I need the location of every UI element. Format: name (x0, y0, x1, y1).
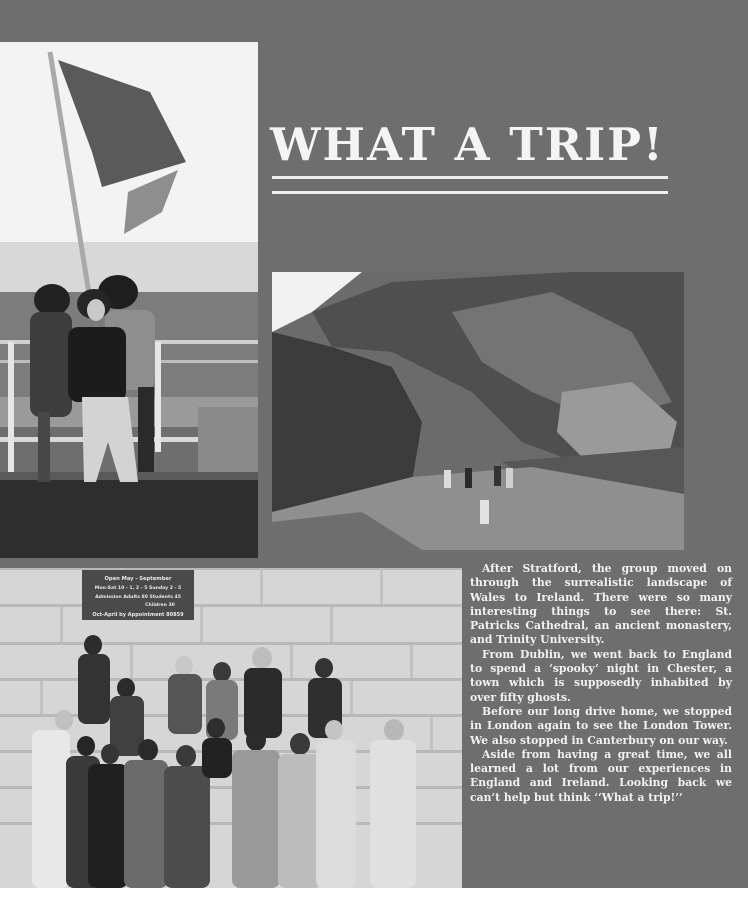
title-underline (272, 176, 668, 179)
cliff-image (272, 272, 684, 550)
story-paragraph-2: From Dublin, we went back to England to spend a ‘spooky’ night in Chester, a town which is supposedly inhabited by over fifty ghosts. (470, 647, 732, 704)
group-photo (0, 568, 462, 888)
coastal-cliff-photo (272, 272, 684, 550)
sign-line-2: Mon-Sat 10 - 1, 2 - 5 Sunday 2 - 5 (94, 586, 182, 591)
sign-line-1: Open May - September (104, 576, 172, 582)
sign-line-3: Admission Adults 80 Students 45 (95, 595, 181, 600)
bottom-margin (0, 888, 748, 902)
ferry-deck-photo (0, 42, 258, 558)
sign-line-4: Children 30 (145, 603, 175, 608)
story-paragraph-4: Aside from having a great time, we all learned a lot from our experiences in England and Ireland. Looking back we can’t help but think ‘‘What a trip!’’ (470, 747, 732, 804)
story-paragraph-3: Before our long drive home, we stopped in London again to see the London Tower. We also stopped in Canterbury on our way. (470, 704, 732, 747)
story-paragraph-1: After Stratford, the group moved on through the surrealistic landscape of Wales to Ireland. There were so many interesting things to see there: St. Patricks Cathedral, an ancient monastery, and Trinity University. (470, 562, 732, 647)
group-image (0, 568, 462, 888)
ferry-deck-image (0, 42, 258, 558)
title-underline-second (272, 191, 668, 194)
sign-line-5: Oct-April by Appointment 80859 (92, 612, 184, 618)
page-title: WHAT A TRIP! (270, 118, 665, 171)
story-text (470, 562, 732, 805)
